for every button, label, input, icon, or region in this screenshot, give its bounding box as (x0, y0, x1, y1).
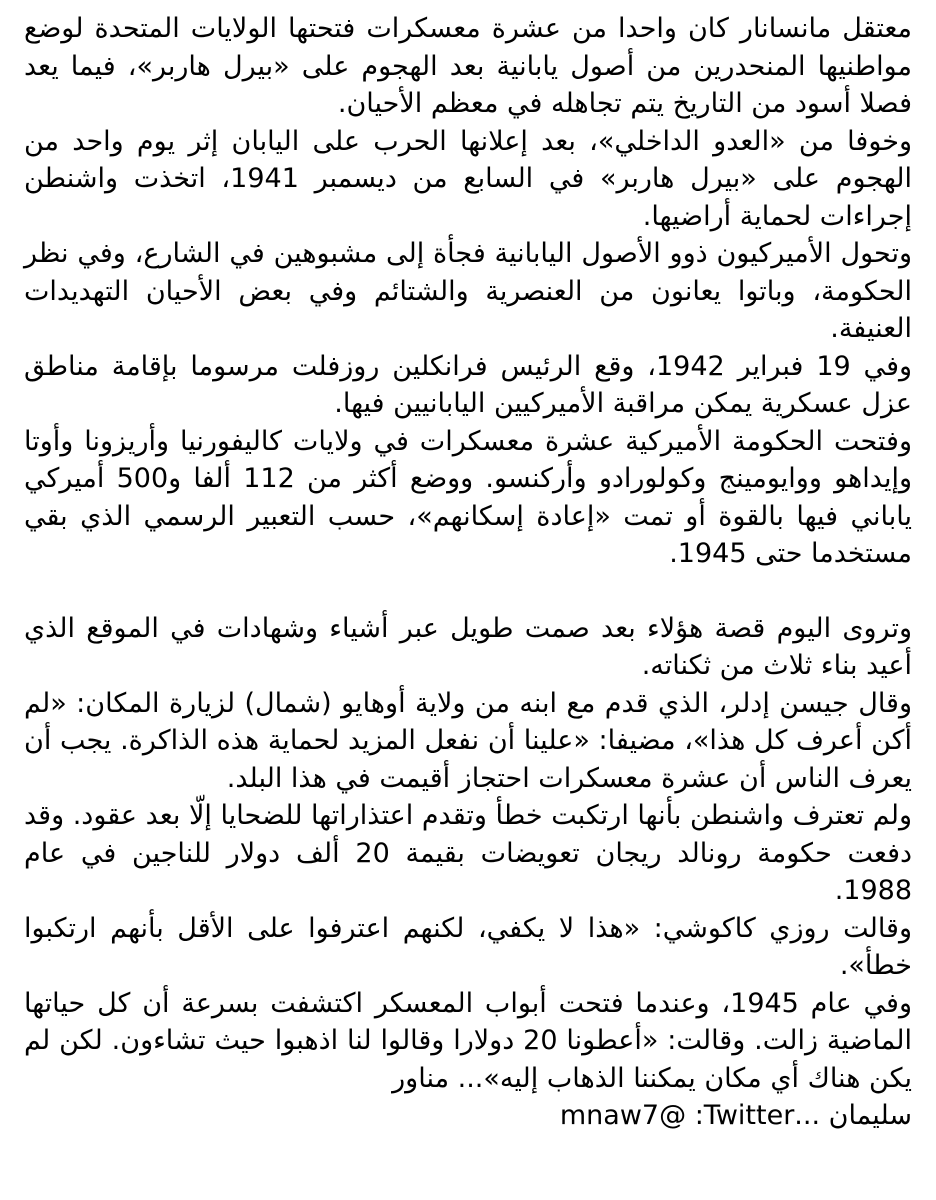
author-signature (24, 1097, 912, 1135)
paragraph-apology-compensation: ولم تعترف واشنطن بأنها ارتكبت خطأ وتقدم اعتذاراتها للضحايا إلّا بعد عقود. وقد دفعت حكومة رونالد ريجان تعويضات بقيمة 20 ألف دولار للناجين في عام 1988. (24, 800, 913, 906)
signature-name: سليمان ...Twitter: (694, 1100, 912, 1131)
paragraph-manzanar-intro: معتقل مانسانار كان واحدا من عشرة معسكرات فتحتها الولايات المتحدة لوضع مواطنيها المنحدرين من أصول يابانية بعد الهجوم على «بيرل هاربر»، فيما يعد فصلا أسود من التاريخ يتم تجاهله في معظم الأحيان. (24, 13, 912, 119)
paragraph-rosie-kakuchi-quote: وقالت روزي كاكوشي: «هذا لا يكفي، لكنهم اعترفوا على الأقل بأنهم ارتكبوا خطأ». (24, 912, 912, 981)
paragraph-suspects: وتحول الأميركيون ذوو الأصول اليابانية فجأة إلى مشبوهين في الشارع، وفي نظر الحكومة، وباتوا يعانون من العنصرية والشتائم وفي بعض الأحيان التهديدات العنيفة. (24, 238, 912, 344)
paragraph-ten-camps: وفتحت الحكومة الأميركية عشرة معسكرات في ولايات كاليفورنيا وأريزونا وأوتا وإيداهو ووايومينج وكولورادو وأركنسو. ووضع أكثر من 112 ألفا و500 أميركي ياباني فيها بالقوة أو تمت «إعادة إسكانهم»، حسب التعبير الرسمي الذي بقي مستخدما حتى 1945. (24, 425, 912, 569)
paragraph-camp-gates-1945: وفي عام 1945، وعندما فتحت أبواب المعسكر اكتشفت بسرعة أن كل حياتها الماضية زالت. وقالت: «أعطونا 20 دولارا وقالوا لنا اذهبوا حيث تشاءون. لكن لم يكن هناك أي مكان يمكننا الذهاب إليه»... مناور (24, 987, 913, 1094)
paragraph-roosevelt-decree: وفي 19 فبراير 1942، وقع الرئيس فرانكلين روزفلت مرسوما بإقامة مناطق عزل عسكرية يمكن مراقبة الأميركيين اليابانيين فيها. (24, 350, 913, 419)
paragraph-fear-internal-enemy: وخوفا من «العدو الداخلي»، بعد إعلانها الحرب على اليابان إثر يوم واحد من الهجوم على «بيرل هاربر» في السابع من ديسمبر 1941، اتخذت واشنطن إجراءات لحماية أراضيها. (24, 125, 912, 232)
paragraph-story-today: وتروى اليوم قصة هؤلاء بعد صمت طويل عبر أشياء وشهادات في الموقع الذي أعيد بناء ثلاث من ثكناته. (24, 612, 912, 681)
paragraph-jason-edler-quote: وقال جيسن إدلر، الذي قدم مع ابنه من ولاية أوهايو (شمال) لزيارة المكان: «لم أكن أعرف كل هذا»، مضيفا: «علينا أن نفعل المزيد لحماية هذه الذاكرة. يجب أن يعرف الناس أن عشرة معسكرات احتجاز أقيمت في هذا البلد. (24, 687, 912, 794)
twitter-handle[interactable]: @mnaw7 (559, 1100, 687, 1131)
